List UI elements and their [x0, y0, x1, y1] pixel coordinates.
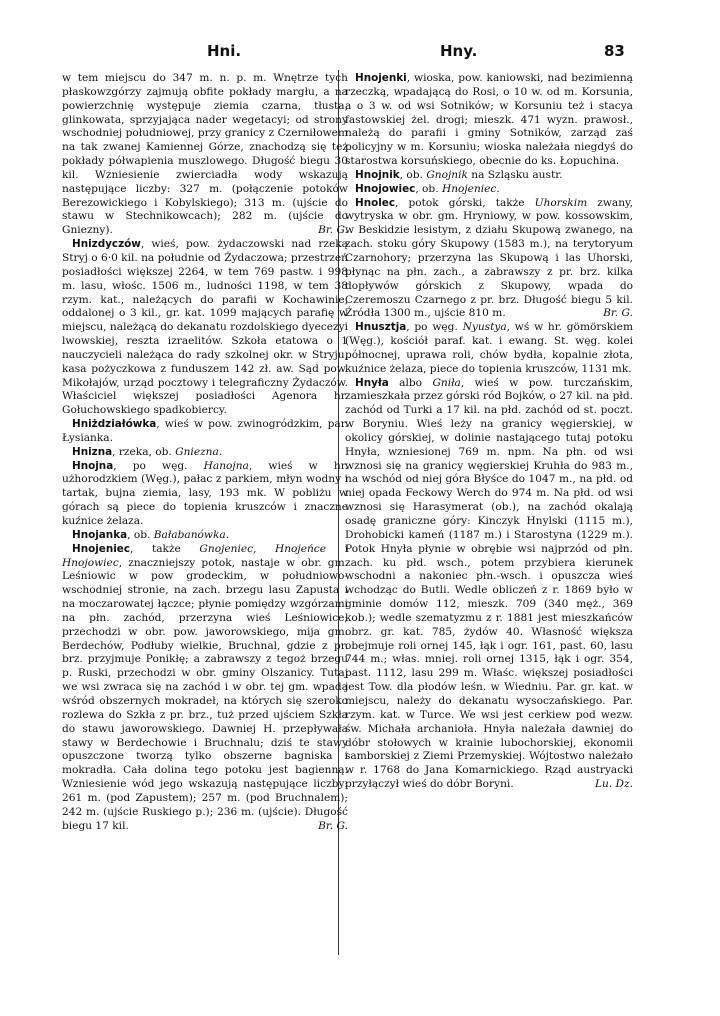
- dictionary-entry: [345, 169, 633, 183]
- entry-headword: Hnizdyczów: [72, 238, 141, 251]
- entry-text: , wś w hr. gömörskiem (Węg.), kościół paraf. kat. i ewang. St. węg. kolei północnej, uprawa roli, chów bydła, kopalnie złota, kuźnice żelaza, piece do topienia kruszców, 1131 mk.: [345, 321, 633, 375]
- dictionary-entry: [345, 377, 633, 792]
- entry-text: , wioska, pow. kaniowski, nad bezimienną rzeczką, wpadającą do Rosi, o 10 w. od m. Korsunia, a o 3 w. od wsi Sotników; w Korsuniu też i stacya fastowskiej żel. drogi; mieszk. 471 wyzn. prawosł., należą do parafii i gminy Sotników, zarząd zaś policyjny w m. Korsuniu; wioska należała niegdyś do starostwa korsuńskiego, obecnie do ks. Łopuchina.: [345, 72, 633, 168]
- entry-text: , ob.: [399, 168, 427, 181]
- author-signature: Br. G.: [318, 224, 348, 237]
- running-head-left: Hni.: [207, 42, 242, 60]
- entry-italic: Gniezna: [175, 445, 219, 458]
- entry-text: zwany, wytryska w obr. gm. Hryniowy, w pow. kossowskim, w Beskidzie lesistym, z działu Skupową zwanego, na zach. stoku góry Skupowy (1583 m.), na terytoryum Czarnohory; przerzyna las Skupową i las Uhorski, płynąc na płn. zach., a zabrawszy z pr. brz. kilka dopływów górskich z Skupowy, wpada do Czeremoszu Czarnego z pr. brz. Długość biegu 5 kil. Źródła 1300 m., ujście 810 m.: [345, 196, 633, 320]
- entry-text: , po węg.: [113, 459, 204, 472]
- entry-italic: Uhorskim: [534, 196, 588, 209]
- entry-headword: Hnojna: [72, 459, 114, 472]
- dictionary-entry: [62, 238, 348, 418]
- entry-headword: Hniżdziałówka: [72, 418, 157, 431]
- entry-headword: Hnizna: [72, 445, 113, 458]
- dictionary-entry: [62, 529, 348, 543]
- left-column: [62, 72, 348, 833]
- entry-text: , ob.: [415, 182, 442, 195]
- entry-text: .: [225, 528, 230, 541]
- entry-text: .: [218, 445, 223, 458]
- entry-text: , znaczniejszy potok, nastaje w obr. gm. Leśniowic w pow grodeckim, w południowo-wschodniej stronie, na zach. brzegu lasu Zapusta i na moczarowatej łączce; płynie pomiędzy wzgórzami na płn. zachód, przerzyna wieś Leśniowice; przechodzi w obr. pow. jaworowskiego, mija gm. Berdechów, Podłuby wielkie, Bruchnal, gdzie z pr. brz. przyjmuje Ponikłę; a zabrawszy z tegoż brzegu p. Ruski, przechodzi w obr. gminy Olszanicy. Tutaj we wsi zwraca się na zachód i w obr. tej gm. wpada wśród obszernych mokradeł, na których się szeroko rozlewa do Szkła z pr. brz., tuż przed ujściem Szkła do stawu jaworowskiego. Dawniej H. przepływała stawy w Berdechowie i Bruchnalu; dziś te stawy opuszczone tworzą tylko obszerne bagniska i mokradła. Cała dolina tego potoku jest bagienną. Wzniesienie wód jego wskazują następujące liczby: 261 m. (pod Zapustem); 257 m. (pod Bruchnalem); 242 m. (ujście Ruskiego p.); 236 m. (ujście). Długość biegu 17 kil.: [62, 556, 348, 832]
- entry-text: , wieś, pow. żydaczowski nad rzeką Stryj o 6·0 kil. na południe od Żydaczowa; przestrzeń posiadłości większej 2264, w tem 769 pastw. i 998 m. lasu, włośc. 1506 m., ludności 1198, w tem 38 rzym. kat., należących do parafii w Kochawinie, oddalonej o 3 kil., gr. kat. 1099 mających parafię w miejscu, należącą do dekanatu rozdolskiego dyecezyi lwowskiej, reszta izraelitów. Szkoła etatowa o 1 nauczycieli należąca do rady szkolnej okr. w Stryju, kasa pożyczkowa z funduszem 142 zł. aw. Sąd pow. Mikołajów, urząd pocztowy i telegraficzny Żydaczów. Właściciel większej posiadłości Agenora hr. Gołuchowskiego spadkobiercy.: [62, 238, 348, 417]
- dictionary-entry: [62, 418, 348, 446]
- right-column: [345, 72, 633, 792]
- entry-text: na Szląsku austr.: [467, 168, 563, 181]
- author-signature: Br. G.: [318, 819, 348, 832]
- entry-headword: Hnojenki: [355, 72, 407, 84]
- entry-italic: Nyustya: [462, 321, 507, 334]
- entry-text: .: [496, 182, 500, 195]
- entry-italic: Hnojowiec: [62, 556, 119, 569]
- dictionary-entry: [345, 72, 633, 169]
- author-signature: Lu. Dz.: [594, 778, 633, 791]
- dictionary-entry: [345, 183, 633, 197]
- entry-text: , wieś w pow. zwinogródzkim, par. Łysianka.: [62, 418, 348, 444]
- entry-text: , potok górski, także: [395, 196, 535, 209]
- dictionary-entry: [62, 543, 348, 834]
- entry-text: w tem miejscu do 347 m. n. p. m. Wnętrze tych płaskowzgórzy zajmują obfite pokłady margłu, a na powierzchnię występuje ziemia czarna, tłusta, glinkowata, sprzyjająca nader wegetacyi; od strony wschodniej południowej, przy granicy z Czerniłowem na tak zwanej Kamiennej Górze, znachodzą się też pokłady półwapienia muszlowego. Długość biegu 30 kil. Wzniesienie zwierciadła wody wskazują następujące liczby: 327 m. (połączenie potoków Berezowickiego i Kobylskiego); 313 m. (ujście do stawu w Stechnikowcach); 282 m. (ujście do Gniezny).: [62, 72, 348, 237]
- entry-text: albo: [388, 376, 433, 389]
- entry-text: , ob.: [127, 528, 154, 541]
- entry-headword: Hnojnik: [355, 168, 400, 181]
- entry-text: , rzeka, ob.: [112, 445, 176, 458]
- entry-headword: Hnusztja: [355, 321, 407, 334]
- entry-italic: Gniła: [432, 376, 461, 389]
- entry-italic: Hanojna: [203, 459, 249, 472]
- entry-italic: Hnojeniec: [441, 182, 497, 195]
- entry-headword: Hnolec: [355, 196, 395, 209]
- entry-text: i: [326, 542, 348, 555]
- dictionary-entry: [345, 197, 633, 322]
- entry-italic: Bałabanówka: [153, 528, 226, 541]
- entry-text: , po węg.: [406, 321, 463, 334]
- entry-continuation: [62, 72, 348, 238]
- entry-italic: Gnojnik: [426, 168, 468, 181]
- entry-text: , także: [130, 542, 200, 555]
- dictionary-entry: [345, 321, 633, 376]
- dictionary-entry: [62, 460, 348, 529]
- entry-text: , wieś w hr. użhorodzkiem (Węg.), pałac z parkiem, młyn wodny i tartak, bujna ziemia, lasy, 193 mk. W pobliżu w górach są piece do topienia kruszców i znaczne kuźnice żelaza.: [62, 459, 348, 527]
- author-signature: Br. G.: [603, 307, 633, 320]
- entry-headword: Hnojeniec: [72, 542, 131, 555]
- running-head-right: Hny.: [440, 42, 478, 60]
- entry-headword: Hnojanka: [72, 528, 128, 541]
- page-number: 83: [604, 42, 625, 60]
- entry-headword: Hnojowiec: [355, 182, 416, 195]
- entry-headword: Hnyła: [355, 376, 389, 389]
- dictionary-entry: [62, 446, 348, 460]
- entry-italic: Gnojeniec, Hnojeńce: [199, 542, 327, 555]
- entry-text: , wieś w pow. turczańskim, zamieszkała przez górski ród Bojków, o 27 kil. na płd. zachód od Turki a 17 kil. na płd. zachód od st. poczt. w Boryniu. Wieś leży na granicy węgierskiej, w okolicy górskiej, w dolinie nastającego tutaj potoku Hnyła, wzniesionej 769 m. npm. Na płn. od wsi wznosi się na granicy węgierskiej Kruhła do 983 m., na wschód od niej góra Błyśce do 1047 m., na płd. od niej opada Feckowy Werch do 974 m. Na płd. od wsi wznosi się Harasymerat (ob.), na zachód okalają osadę graniczne góry: Kinczyk Hnylski (1115 m.), Drohobicki kameń (1187 m.) i Starostyna (1229 m.). Potok Hnyła płynie w obrębie wsi najprzód od płn. zach. ku płd. wsch., potem przybiera kierunek wschodni a nakoniec płn.-wsch. i opuszcza wieś wchodząc do Butli. Wedle obliczeń z r. 1869 było w gminie domów 112, mieszk. 709 (340 męż., 369 kob.); wedle szematyzmu z r. 1881 jest mieszkańców obrz. gr. kat. 785, żydów 40. Własność większa obejmuje roli ornej 145, łąk i ogr. 161, past. 60, lasu 744 m.; włas. mniej. roli ornej 1315, łąk i ogr. 354, past. 1112, lasu 299 m. Właśc. większej posiadłości jest Tow. dla płodów leśn. w Wiedniu. Par. gr. kat. w miejscu, należy do dekanatu wysoczańskiego. Par. rzym. kat. w Turce. We wsi jest cerkiew pod wezw. św. Michała archanioła. Hnyła należała dawniej do dóbr stołowych w krainie lubochorskiej, ekonomii samborskiej z Ziemi Przemyskiej. Wójtostwo należało w r. 1768 do Jana Komarnickiego. Rząd austryacki przyłączył wieś do dóbr Boryni.: [345, 376, 633, 791]
